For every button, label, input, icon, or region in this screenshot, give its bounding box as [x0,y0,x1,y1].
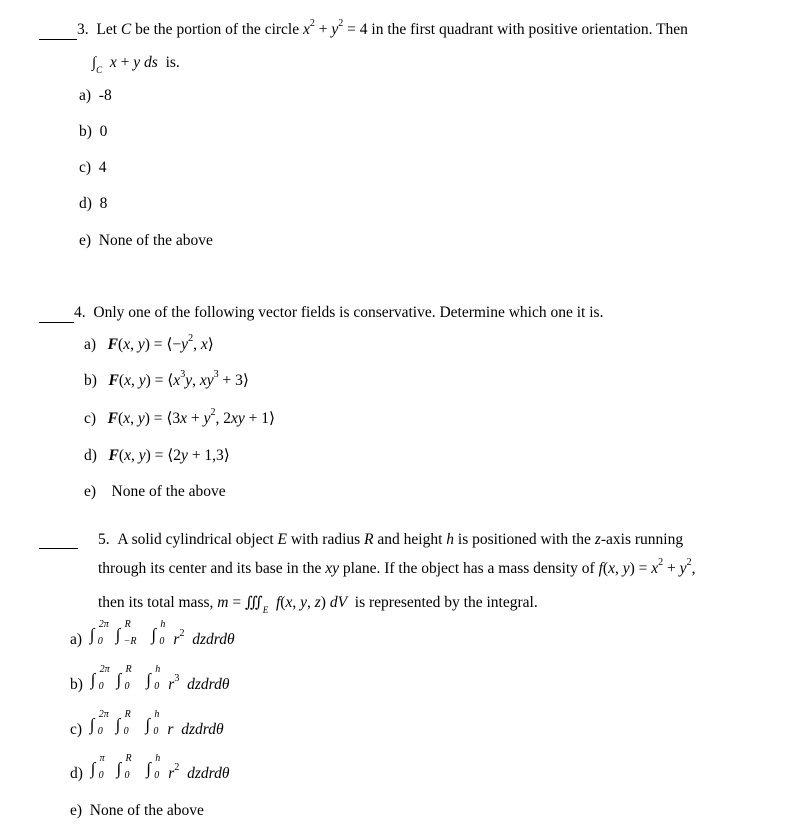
question-number: 5. [98,531,110,548]
question-3-expression: $\int_C$ x + y ds is. [92,54,180,76]
q5-option-c[interactable]: c) ∫ 2π 0 ∫ R 0 ∫ h 0 r dzdrdθ [70,709,224,738]
q4-option-b[interactable]: b) F(x, $y) = ⟨x^3y$, $xy^3$ + 3⟩ [84,368,249,389]
question-4-stem [74,304,603,322]
option-text: -8 [98,87,112,104]
question-5-line-2: through its center and its base in the xy plane. If the object has a mass density of f(x, $y) = x^2 + y^2$, [98,556,696,577]
q4-option-d[interactable]: d) F(x, y) = ⟨2y + 1,3⟩ [84,447,230,464]
option-label: e) [79,232,92,249]
option-text: None of the above [111,483,226,500]
option-label: b) [70,676,83,693]
answer-blank-q5[interactable] [39,548,78,549]
option-label: c) [70,721,83,738]
q3-option-c[interactable] [79,159,107,177]
q5-option-d[interactable]: d) ∫ π 0 ∫ R 0 ∫ h 0 $r^2$ dzdrdθ [70,753,230,782]
answer-blank-q4[interactable] [39,322,74,323]
option-label: a) [84,336,97,353]
q4-option-e[interactable] [84,483,226,501]
q3-option-a[interactable] [79,87,112,105]
option-label: c) [84,410,97,427]
option-label: a) [70,631,83,648]
option-label: e) [84,483,97,500]
option-text: 8 [99,195,108,212]
answer-blank-q3[interactable] [39,39,77,40]
option-text: 4 [98,159,107,176]
option-label: c) [79,159,92,176]
q4-option-a[interactable]: a) F(x, $y) = ⟨-y^2$, x⟩ [84,332,214,353]
option-label: a) [79,87,92,104]
question-number: 3. [77,21,89,38]
q3-option-b[interactable] [79,123,107,141]
option-label: d) [84,447,97,464]
q3-option-e[interactable] [79,232,213,250]
option-text: None of the above [89,802,204,819]
option-label: d) [79,195,92,212]
option-label: d) [70,765,83,782]
question-5-line-1: 5. A solid cylindrical object E with radius R and height h is positioned with the z-axis running [98,531,684,548]
option-text: None of the above [98,232,213,249]
option-label: b) [79,123,92,140]
question-5-line-3: then its total mass, $m = ∭_E$ f(x, y, z) dV is represented by the integral. [98,594,538,616]
question-number: 4. [74,304,86,321]
question-3-stem: 3. Let C be the portion of the circle $x^2 + y^2 = 4$ in the first quadrant with positive orientation. Then [77,17,688,38]
q5-option-b[interactable]: b) ∫ 2π 0 ∫ R 0 ∫ h 0 $r^3$ dzdrdθ [70,664,230,693]
q5-option-a[interactable]: a) ∫ 2π 0 ∫ R −R ∫ h 0 $r^2$ dzdrdθ [70,619,235,648]
option-label: e) [70,802,83,819]
option-text: 0 [99,123,108,140]
q3-option-d[interactable] [79,195,107,213]
q5-option-e[interactable] [70,802,204,820]
question-text: Only one of the following vector fields is conservative. Determine which one it is. [93,304,604,321]
option-label: b) [84,372,97,389]
q4-option-c[interactable]: c) F(x, y) = ⟨3x + $y^2$, 2xy + 1⟩ [84,406,276,427]
